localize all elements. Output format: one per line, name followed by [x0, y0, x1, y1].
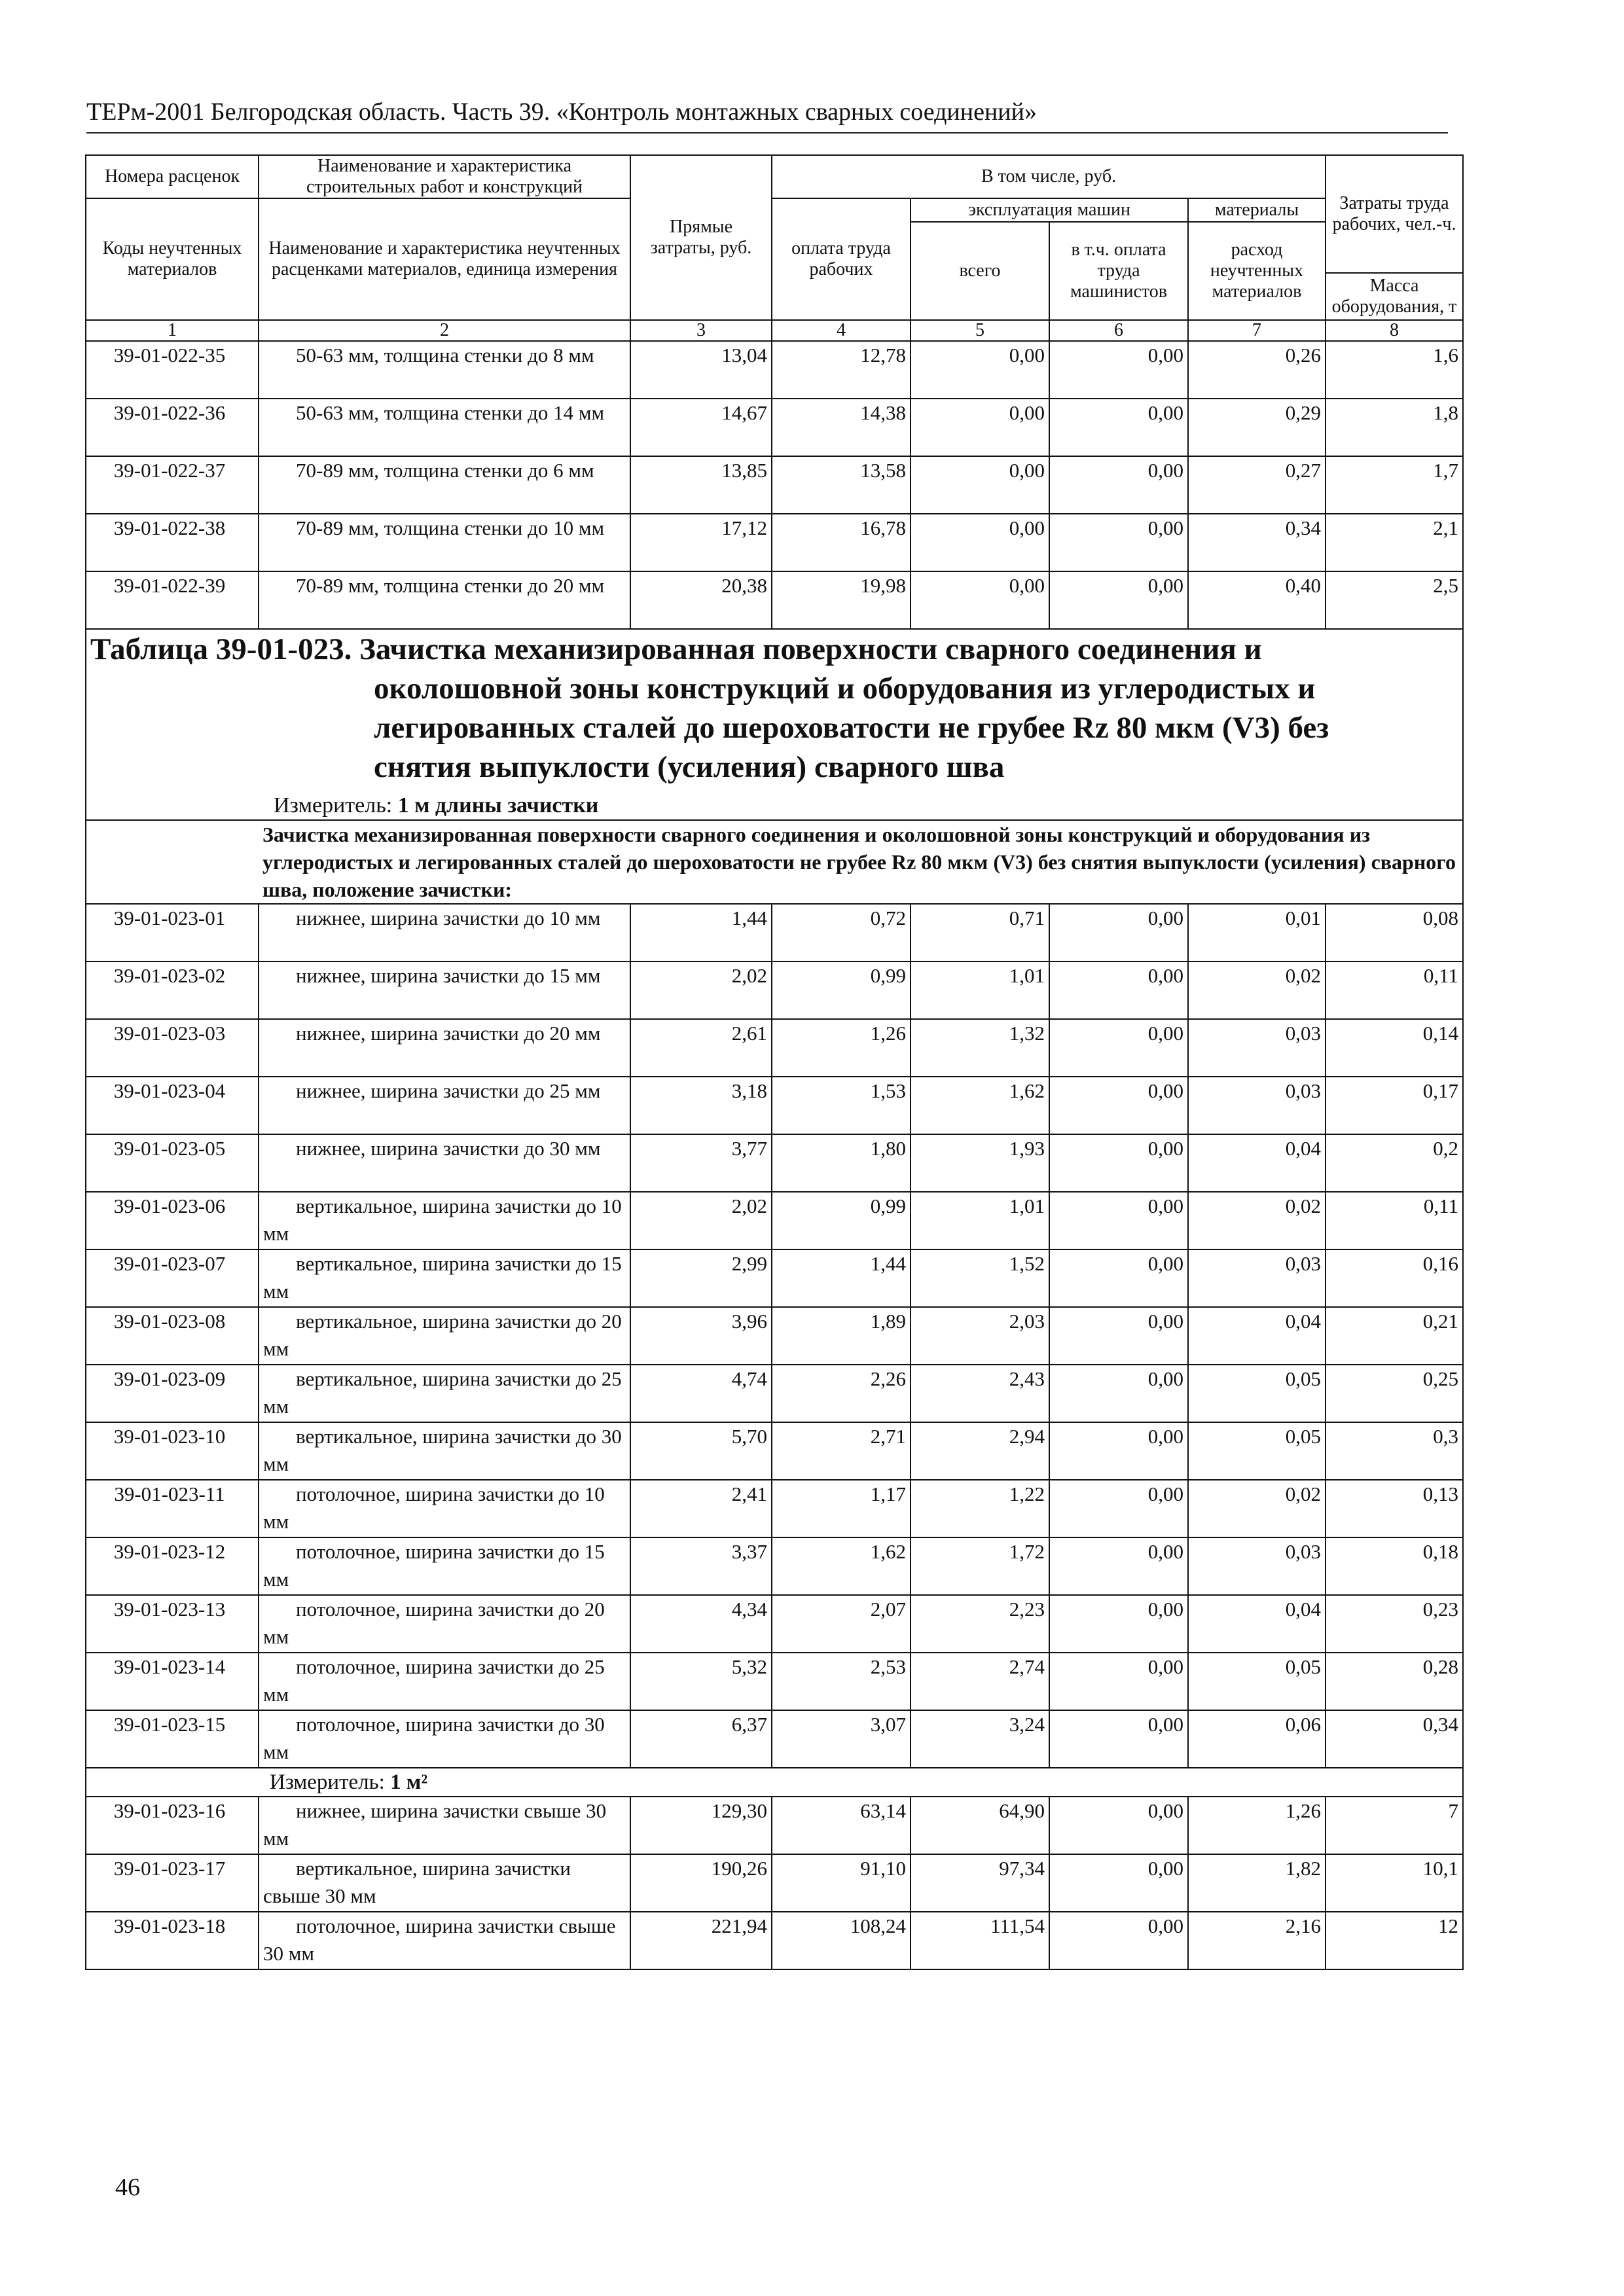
rate-code: 39-01-023-11	[86, 1480, 259, 1537]
rate-code: 39-01-023-03	[86, 1019, 259, 1077]
machinists-pay: 0,00	[1049, 1480, 1188, 1537]
table-title-line: Зачистка механизированная поверхности сварного соединения и	[359, 632, 1262, 666]
direct-costs: 4,34	[630, 1595, 772, 1653]
measure-unit	[90, 792, 1458, 819]
table-title-line: околошовной зоны конструкций и оборудования из углеродистых и	[374, 672, 1316, 706]
labor-pay: 108,24	[772, 1912, 911, 1969]
machinists-pay: 0,00	[1049, 1710, 1188, 1768]
machines-total: 1,62	[911, 1077, 1049, 1134]
table-title-line: снятия выпуклости (усиления) сварного шва	[374, 750, 1005, 784]
equipment-mass: 1,8	[1326, 399, 1463, 456]
measure-value: 1 м²	[390, 1770, 428, 1794]
machinists-pay: 0,00	[1049, 1797, 1188, 1854]
equipment-mass: 10,1	[1326, 1854, 1463, 1912]
group-description: Зачистка механизированная поверхности сварного соединения и околошовной зоны конструкций и оборудования из углеродистых и легированных сталей до шероховатости не грубее Rz 80 мкм (V3) без снятия выпуклости (усиления) сварного шва, положение зачистки:	[259, 820, 1463, 904]
machinists-pay: 0,00	[1049, 1077, 1188, 1134]
machines-total: 1,01	[911, 1192, 1049, 1249]
labor-pay: 2,07	[772, 1595, 911, 1653]
labor-costs: 0,03	[1188, 1249, 1326, 1307]
machines-total: 1,72	[911, 1537, 1049, 1595]
rate-code: 39-01-023-08	[86, 1307, 259, 1365]
hdr-col1-top: Номера расценок	[86, 155, 259, 198]
hdr-col2-bottom: Наименование и характеристика неучтенных расценками материалов, единица измерения	[259, 198, 630, 320]
equipment-mass: 0,13	[1326, 1480, 1463, 1537]
machinists-pay: 0,00	[1049, 961, 1188, 1019]
labor-costs: 2,16	[1188, 1912, 1326, 1969]
direct-costs: 3,37	[630, 1537, 772, 1595]
labor-costs: 0,06	[1188, 1710, 1326, 1768]
rate-description: 70-89 мм, толщина стенки до 10 мм	[259, 514, 630, 571]
labor-pay: 1,80	[772, 1134, 911, 1192]
machinists-pay: 0,00	[1049, 904, 1188, 961]
rate-description: нижнее, ширина зачистки до 30 мм	[259, 1134, 630, 1192]
measure-value: 1 м длины зачистки	[397, 793, 599, 817]
table-row	[86, 1653, 1463, 1710]
machinists-pay: 0,00	[1049, 571, 1188, 629]
labor-pay: 1,53	[772, 1077, 911, 1134]
table-row	[86, 571, 1463, 629]
table-row	[86, 1249, 1463, 1307]
page-header: ТЕРм-2001 Белгородская область. Часть 39. «Контроль монтажных сварных соединений»	[86, 97, 1448, 134]
rate-code: 39-01-023-12	[86, 1537, 259, 1595]
machines-total: 97,34	[911, 1854, 1049, 1912]
machinists-pay: 0,00	[1049, 1019, 1188, 1077]
table-row	[86, 399, 1463, 456]
rate-code: 39-01-023-15	[86, 1710, 259, 1768]
table-row	[86, 1797, 1463, 1854]
direct-costs: 190,26	[630, 1854, 772, 1912]
labor-costs: 0,04	[1188, 1307, 1326, 1365]
labor-pay: 16,78	[772, 514, 911, 571]
table-row	[86, 456, 1463, 514]
direct-costs: 1,44	[630, 904, 772, 961]
rate-description: потолочное, ширина зачистки до 30 мм	[259, 1710, 630, 1768]
rate-code: 39-01-023-10	[86, 1422, 259, 1480]
labor-costs: 0,05	[1188, 1653, 1326, 1710]
labor-costs: 0,40	[1188, 571, 1326, 629]
rate-code: 39-01-023-17	[86, 1854, 259, 1912]
group-description-row	[86, 820, 1463, 904]
rates-table	[85, 154, 1464, 1970]
rate-description: потолочное, ширина зачистки до 25 мм	[259, 1653, 630, 1710]
equipment-mass: 0,11	[1326, 961, 1463, 1019]
rate-description: вертикальное, ширина зачистки до 20 мм	[259, 1307, 630, 1365]
table-row	[86, 1537, 1463, 1595]
rate-code: 39-01-022-36	[86, 399, 259, 456]
labor-pay: 19,98	[772, 571, 911, 629]
direct-costs: 3,96	[630, 1307, 772, 1365]
hdr-direct-costs: Прямые затраты, руб.	[630, 155, 772, 320]
labor-pay: 2,26	[772, 1365, 911, 1422]
hdr-col2-top: Наименование и характеристика строительных работ и конструкций	[259, 155, 630, 198]
rate-description: нижнее, ширина зачистки до 15 мм	[259, 961, 630, 1019]
column-numbers-row	[86, 320, 1463, 341]
hdr-labor-pay: оплата труда рабочих	[772, 198, 911, 320]
labor-costs: 0,02	[1188, 1480, 1326, 1537]
rate-code: 39-01-023-16	[86, 1797, 259, 1854]
labor-costs: 0,05	[1188, 1422, 1326, 1480]
rate-description: нижнее, ширина зачистки до 25 мм	[259, 1077, 630, 1134]
table-row	[86, 341, 1463, 399]
machines-total: 1,22	[911, 1480, 1049, 1537]
rate-description: вертикальное, ширина зачистки до 30 мм	[259, 1422, 630, 1480]
direct-costs: 3,18	[630, 1077, 772, 1134]
labor-costs: 0,04	[1188, 1134, 1326, 1192]
table-row	[86, 961, 1463, 1019]
equipment-mass: 2,1	[1326, 514, 1463, 571]
equipment-mass: 7	[1326, 1797, 1463, 1854]
rate-description: вертикальное, ширина зачистки до 10 мм	[259, 1192, 630, 1249]
table-row	[86, 1134, 1463, 1192]
machines-total: 0,71	[911, 904, 1049, 961]
table-title-row	[86, 629, 1463, 820]
hdr-materials: материалы	[1188, 198, 1326, 222]
direct-costs: 2,61	[630, 1019, 772, 1077]
col-number: 4	[772, 320, 911, 341]
table-row	[86, 1365, 1463, 1422]
col-number: 2	[259, 320, 630, 341]
labor-costs: 0,03	[1188, 1019, 1326, 1077]
machines-total: 2,43	[911, 1365, 1049, 1422]
equipment-mass: 2,5	[1326, 571, 1463, 629]
labor-pay: 1,44	[772, 1249, 911, 1307]
table-row	[86, 514, 1463, 571]
labor-costs: 1,82	[1188, 1854, 1326, 1912]
table-row	[86, 1307, 1463, 1365]
machinists-pay: 0,00	[1049, 1854, 1188, 1912]
labor-pay: 0,99	[772, 961, 911, 1019]
machines-total: 1,52	[911, 1249, 1049, 1307]
rate-code: 39-01-023-02	[86, 961, 259, 1019]
machines-total: 2,23	[911, 1595, 1049, 1653]
col-number: 8	[1326, 320, 1463, 341]
labor-costs: 0,02	[1188, 961, 1326, 1019]
machinists-pay: 0,00	[1049, 341, 1188, 399]
equipment-mass: 0,3	[1326, 1422, 1463, 1480]
machinists-pay: 0,00	[1049, 1192, 1188, 1249]
machines-total: 2,94	[911, 1422, 1049, 1480]
machinists-pay: 0,00	[1049, 456, 1188, 514]
direct-costs: 5,70	[630, 1422, 772, 1480]
labor-pay: 2,71	[772, 1422, 911, 1480]
labor-pay: 3,07	[772, 1710, 911, 1768]
hdr-col1-bottom: Коды неучтенных материалов	[86, 198, 259, 320]
direct-costs: 13,85	[630, 456, 772, 514]
labor-pay: 1,26	[772, 1019, 911, 1077]
hdr-machinists-pay: в т.ч. оплата труда машинистов	[1049, 222, 1188, 320]
rate-description: вертикальное, ширина зачистки до 25 мм	[259, 1365, 630, 1422]
labor-costs: 0,04	[1188, 1595, 1326, 1653]
machinists-pay: 0,00	[1049, 1307, 1188, 1365]
rate-description: потолочное, ширина зачистки до 20 мм	[259, 1595, 630, 1653]
hdr-machines-total: всего	[911, 222, 1049, 320]
rate-code: 39-01-023-09	[86, 1365, 259, 1422]
machinists-pay: 0,00	[1049, 1134, 1188, 1192]
direct-costs: 2,02	[630, 1192, 772, 1249]
rate-description: 70-89 мм, толщина стенки до 6 мм	[259, 456, 630, 514]
machinists-pay: 0,00	[1049, 1537, 1188, 1595]
rate-description: потолочное, ширина зачистки свыше 30 мм	[259, 1912, 630, 1969]
equipment-mass: 0,16	[1326, 1249, 1463, 1307]
table-row	[86, 1595, 1463, 1653]
equipment-mass: 12	[1326, 1912, 1463, 1969]
machines-total: 1,93	[911, 1134, 1049, 1192]
equipment-mass: 0,17	[1326, 1077, 1463, 1134]
labor-costs: 0,05	[1188, 1365, 1326, 1422]
table-row	[86, 1854, 1463, 1912]
labor-pay: 1,17	[772, 1480, 911, 1537]
hdr-machines: эксплуатация машин	[911, 198, 1188, 222]
labor-costs: 0,27	[1188, 456, 1326, 514]
rate-description: вертикальное, ширина зачистки до 15 мм	[259, 1249, 630, 1307]
col-number: 7	[1188, 320, 1326, 341]
col-number: 3	[630, 320, 772, 341]
machinists-pay: 0,00	[1049, 1249, 1188, 1307]
table-row	[86, 1019, 1463, 1077]
direct-costs: 4,74	[630, 1365, 772, 1422]
rate-code: 39-01-022-39	[86, 571, 259, 629]
direct-costs: 5,32	[630, 1653, 772, 1710]
rate-description: нижнее, ширина зачистки до 10 мм	[259, 904, 630, 961]
labor-pay: 13,58	[772, 456, 911, 514]
machines-total: 64,90	[911, 1797, 1049, 1854]
rate-code: 39-01-023-18	[86, 1912, 259, 1969]
machinists-pay: 0,00	[1049, 514, 1188, 571]
equipment-mass: 0,14	[1326, 1019, 1463, 1077]
table-row	[86, 904, 1463, 961]
labor-costs: 0,03	[1188, 1077, 1326, 1134]
hdr-materials-unaccounted: расход неучтенных материалов	[1188, 222, 1326, 320]
rate-code: 39-01-023-13	[86, 1595, 259, 1653]
table-row	[86, 1912, 1463, 1969]
equipment-mass: 0,18	[1326, 1537, 1463, 1595]
direct-costs: 13,04	[630, 341, 772, 399]
direct-costs: 14,67	[630, 399, 772, 456]
labor-costs: 0,26	[1188, 341, 1326, 399]
machines-total: 2,74	[911, 1653, 1049, 1710]
direct-costs: 2,99	[630, 1249, 772, 1307]
machines-total: 0,00	[911, 399, 1049, 456]
col-number: 6	[1049, 320, 1188, 341]
machines-total: 111,54	[911, 1912, 1049, 1969]
machinists-pay: 0,00	[1049, 1422, 1188, 1480]
machines-total: 2,03	[911, 1307, 1049, 1365]
rate-code: 39-01-022-35	[86, 341, 259, 399]
equipment-mass: 0,28	[1326, 1653, 1463, 1710]
hdr-equipment-mass: Масса оборудования, т	[1326, 273, 1463, 320]
table-row	[86, 1077, 1463, 1134]
rate-description: 50-63 мм, толщина стенки до 14 мм	[259, 399, 630, 456]
equipment-mass: 0,2	[1326, 1134, 1463, 1192]
machinists-pay: 0,00	[1049, 1653, 1188, 1710]
direct-costs: 17,12	[630, 514, 772, 571]
hdr-in-that: В том числе, руб.	[772, 155, 1326, 198]
col-number: 5	[911, 320, 1049, 341]
table-title-line: легированных сталей до шероховатости не грубее Rz 80 мкм (V3) без	[374, 711, 1329, 745]
labor-costs: 0,34	[1188, 514, 1326, 571]
machines-total: 0,00	[911, 341, 1049, 399]
table-row	[86, 1422, 1463, 1480]
labor-pay: 14,38	[772, 399, 911, 456]
measure-prefix: Измеритель:	[274, 793, 393, 817]
equipment-mass: 0,23	[1326, 1595, 1463, 1653]
measure-row	[86, 1768, 1463, 1797]
rate-code: 39-01-023-06	[86, 1192, 259, 1249]
labor-pay: 12,78	[772, 341, 911, 399]
machinists-pay: 0,00	[1049, 399, 1188, 456]
machinists-pay: 0,00	[1049, 1912, 1188, 1969]
table-title-label: Таблица 39-01-023.	[90, 632, 352, 666]
rate-description: 70-89 мм, толщина стенки до 20 мм	[259, 571, 630, 629]
labor-pay: 0,99	[772, 1192, 911, 1249]
equipment-mass: 1,7	[1326, 456, 1463, 514]
labor-pay: 0,72	[772, 904, 911, 961]
rate-description: 50-63 мм, толщина стенки до 8 мм	[259, 341, 630, 399]
machines-total: 0,00	[911, 456, 1049, 514]
rate-code: 39-01-023-14	[86, 1653, 259, 1710]
direct-costs: 2,02	[630, 961, 772, 1019]
labor-pay: 91,10	[772, 1854, 911, 1912]
labor-pay: 1,89	[772, 1307, 911, 1365]
direct-costs: 221,94	[630, 1912, 772, 1969]
direct-costs: 3,77	[630, 1134, 772, 1192]
machines-total: 0,00	[911, 571, 1049, 629]
col-number: 1	[86, 320, 259, 341]
machines-total: 3,24	[911, 1710, 1049, 1768]
equipment-mass: 0,08	[1326, 904, 1463, 961]
labor-costs: 0,02	[1188, 1192, 1326, 1249]
table-row	[86, 1192, 1463, 1249]
direct-costs: 2,41	[630, 1480, 772, 1537]
machinists-pay: 0,00	[1049, 1365, 1188, 1422]
table-row	[86, 1480, 1463, 1537]
labor-pay: 63,14	[772, 1797, 911, 1854]
labor-costs: 1,26	[1188, 1797, 1326, 1854]
rate-code: 39-01-022-38	[86, 514, 259, 571]
rate-description: потолочное, ширина зачистки до 10 мм	[259, 1480, 630, 1537]
labor-costs: 0,01	[1188, 904, 1326, 961]
rate-description: потолочное, ширина зачистки до 15 мм	[259, 1537, 630, 1595]
machines-total: 1,32	[911, 1019, 1049, 1077]
labor-costs: 0,03	[1188, 1537, 1326, 1595]
rate-code: 39-01-023-07	[86, 1249, 259, 1307]
machines-total: 0,00	[911, 514, 1049, 571]
direct-costs: 129,30	[630, 1797, 772, 1854]
direct-costs: 20,38	[630, 571, 772, 629]
rate-description: нижнее, ширина зачистки до 20 мм	[259, 1019, 630, 1077]
rate-code: 39-01-023-04	[86, 1077, 259, 1134]
direct-costs: 6,37	[630, 1710, 772, 1768]
rate-description: вертикальное, ширина зачистки свыше 30 мм	[259, 1854, 630, 1912]
labor-costs: 0,29	[1188, 399, 1326, 456]
equipment-mass: 1,6	[1326, 341, 1463, 399]
labor-pay: 1,62	[772, 1537, 911, 1595]
equipment-mass: 0,25	[1326, 1365, 1463, 1422]
rate-code: 39-01-023-05	[86, 1134, 259, 1192]
hdr-labor-costs: Затраты труда рабочих, чел.-ч.	[1326, 155, 1463, 273]
page-number: 46	[115, 2174, 140, 2201]
equipment-mass: 0,21	[1326, 1307, 1463, 1365]
rate-description: нижнее, ширина зачистки свыше 30 мм	[259, 1797, 630, 1854]
machines-total: 1,01	[911, 961, 1049, 1019]
rate-code: 39-01-023-01	[86, 904, 259, 961]
labor-pay: 2,53	[772, 1653, 911, 1710]
table-row	[86, 1710, 1463, 1768]
equipment-mass: 0,11	[1326, 1192, 1463, 1249]
equipment-mass: 0,34	[1326, 1710, 1463, 1768]
measure-prefix: Измеритель:	[270, 1770, 385, 1794]
machinists-pay: 0,00	[1049, 1595, 1188, 1653]
table-title	[90, 630, 1458, 787]
rate-code: 39-01-022-37	[86, 456, 259, 514]
